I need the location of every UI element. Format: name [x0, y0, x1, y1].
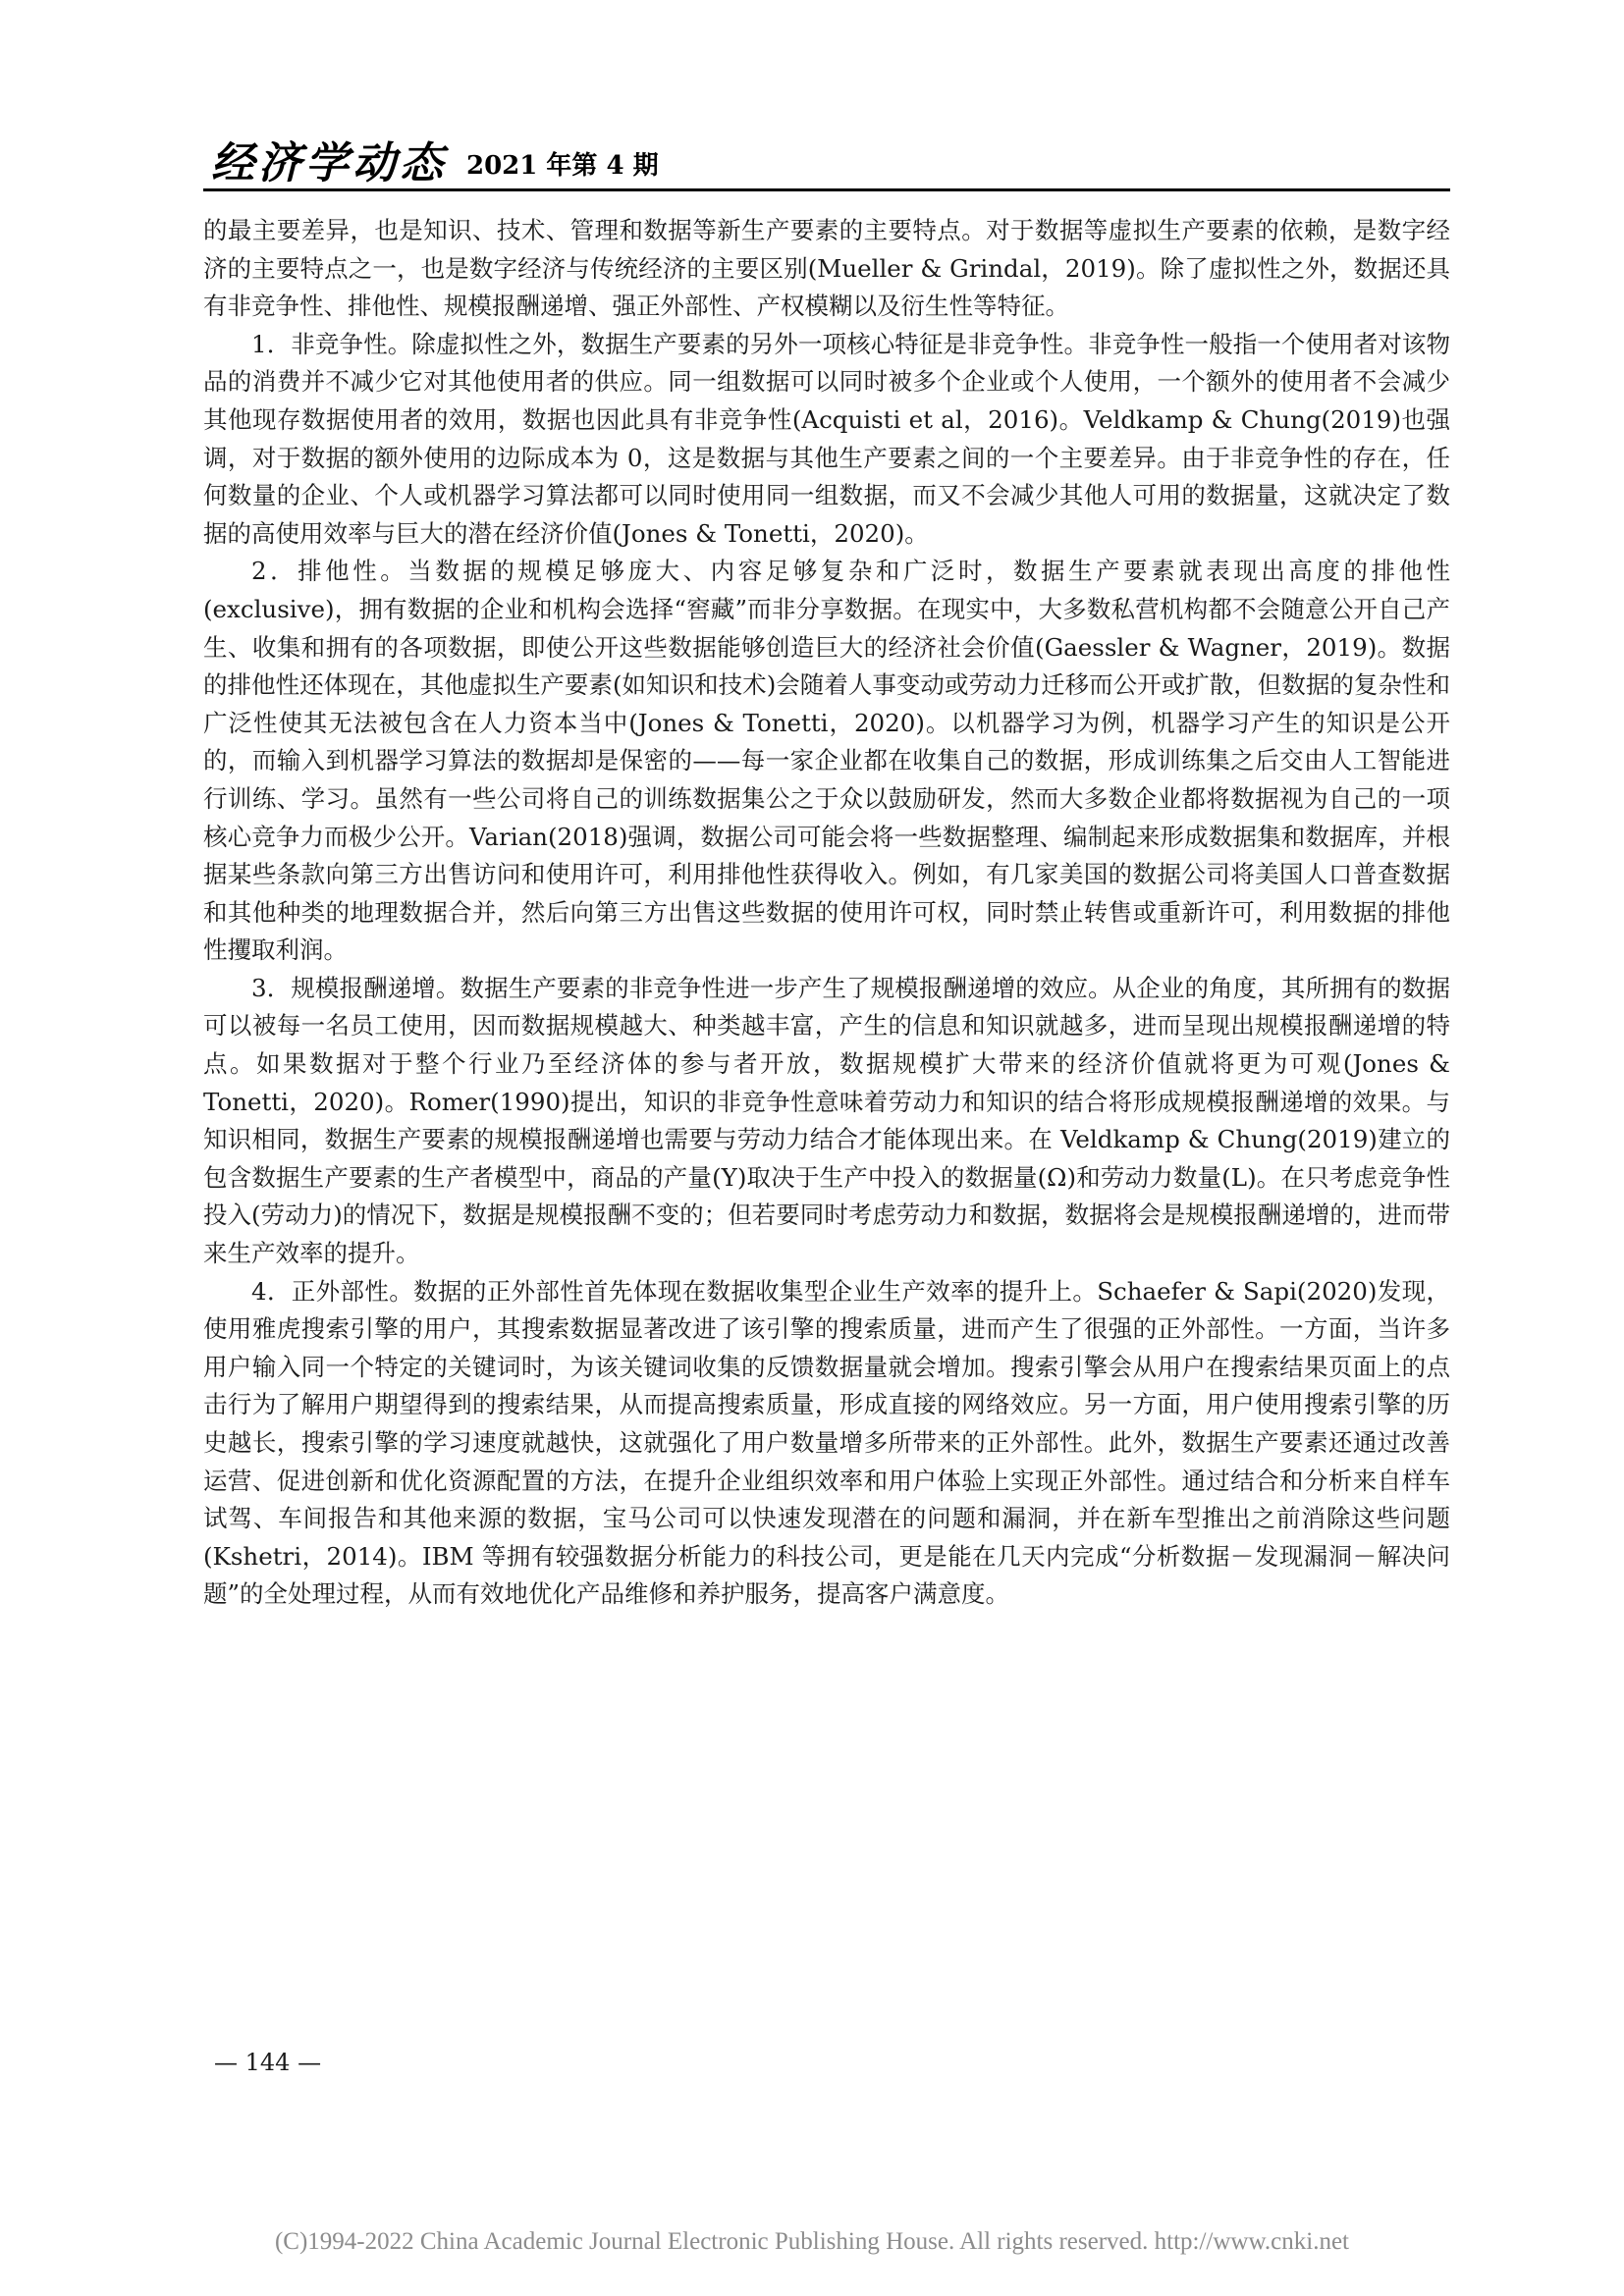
- page-number: — 144 —: [214, 2049, 322, 2076]
- paragraph-lead: 4．正外部性。: [251, 1276, 414, 1306]
- issue-label: 2021 年第 4 期: [466, 151, 659, 181]
- running-header: [203, 139, 1450, 191]
- paragraph-text: 的最主要差异，也是知识、技术、管理和数据等新生产要素的主要特点。对于数据等虚拟生产要素的依赖，是数字经济的主要特点之一，也是数字经济与传统经济的主要区别(Mueller & Grindal，2019)。除了虚拟性之外，数据还具有非竞争性、排他性、规模报酬递增、强正外部性、产权模糊以及衍生性等特征。: [203, 216, 1450, 321]
- copyright-footer: (C)1994-2022 China Academic Journal Electronic Publishing House. All rights reserved. http://www.cnki.net: [274, 2228, 1350, 2255]
- paragraph-lead: 1．非竞争性。: [251, 329, 412, 358]
- paragraph-text: 数据生产要素的非竞争性进一步产生了规模报酬递增的效应。从企业的角度，其所拥有的数据可以被每一名员工使用，因而数据规模越大、种类越丰富，产生的信息和知识就越多，进而呈现出规模报酬递增的特点。如果数据对于整个行业乃至经济体的参与者开放，数据规模扩大带来的经济价值就将更为可观(Jones & Tonetti，2020)。Romer(1990)提出，知识的非竞争性意味着劳动力和知识的结合将形成规模报酬递增的效果。与知识相同，数据生产要素的规模报酬递增也需要与劳动力结合才能体现出来。在 Veldkamp & Chung(2019)建立的包含数据生产要素的生产者模型中，商品的产量(Y)取决于生产中投入的数据量(Ω)和劳动力数量(L)。在只考虑竞争性投入(劳动力)的情况下，数据是规模报酬不变的；但若要同时考虑劳动力和数据，数据将会是规模报酬递增的，进而带来生产效率的提升。: [203, 973, 1451, 1268]
- paragraph-lead: 3．规模报酬递增。: [251, 973, 460, 1002]
- paragraph-continuation: [203, 212, 1450, 326]
- paragraph-text: 除虚拟性之外，数据生产要素的另外一项核心特征是非竞争性。非竞争性一般指一个使用者对该物品的消费并不减少它对其他使用者的供应。同一组数据可以同时被多个企业或个人使用，一个额外的使用者不会减少其他现存数据使用者的效用，数据也因此具有非竞争性(Acquisti et al，2016)。Veldkamp & Chung(2019)也强调，对于数据的额外使用的边际成本为 0，这是数据与其他生产要素之间的一个主要差异。由于非竞争性的存在，任何数量的企业、个人或机器学习算法都可以同时使用同一组数据，而又不会减少其他人可用的数据量，这就决定了数据的高使用效率与巨大的潜在经济价值(Jones & Tonetti，2020)。: [203, 329, 1450, 548]
- paragraph-non-rivalry: [203, 326, 1450, 554]
- paragraph-lead: 2．排他性。: [251, 557, 408, 586]
- paragraph-text: 数据的正外部性首先体现在数据收集型企业生产效率的提升上。Schaefer & Sapi(2020)发现，使用雅虎搜索引擎的用户，其搜索数据显著改进了该引擎的搜索质量，进而产生了很强的正外部性。一方面，当许多用户输入同一个特定的关键词时，为该关键词收集的反馈数据量就会增加。搜索引擎会从用户在搜索结果页面上的点击行为了解用户期望得到的搜索结果，从而提高搜索质量，形成直接的网络效应。另一方面，用户使用搜索引擎的历史越长，搜索引擎的学习速度就越快，这就强化了用户数量增多所带来的正外部性。此外，数据生产要素还通过改善运营、促进创新和优化资源配置的方法，在提升企业组织效率和用户体验上实现正外部性。通过结合和分析来自样车试驾、车间报告和其他来源的数据，宝马公司可以快速发现潜在的问题和漏洞，并在新车型推出之前消除这些问题(Kshetri，2014)。IBM 等拥有较强数据分析能力的科技公司，更是能在几天内完成“分析数据－发现漏洞－解决问题”的全处理过程，从而有效地优化产品维修和养护服务，提高客户满意度。: [203, 1276, 1450, 1609]
- paragraph-increasing-returns: [203, 970, 1450, 1273]
- journal-name: 经济学动态: [211, 138, 447, 188]
- paragraph-externality: [203, 1273, 1450, 1614]
- paragraph-text: 当数据的规模足够庞大、内容足够复杂和广泛时，数据生产要素就表现出高度的排他性(exclusive)，拥有数据的企业和机构会选择“窖藏”而非分享数据。在现实中，大多数私营机构都不会随意公开自己产生、收集和拥有的各项数据，即使公开这些数据能够创造巨大的经济社会价值(Gaessler & Wagner，2019)。数据的排他性还体现在，其他虚拟生产要素(如知识和技术)会随着人事变动或劳动力迁移而公开或扩散，但数据的复杂性和广泛性使其无法被包含在人力资本当中(Jones & Tonetti，2020)。以机器学习为例，机器学习产生的知识是公开的，而输入到机器学习算法的数据却是保密的——每一家企业都在收集自己的数据，形成训练集之后交由人工智能进行训练、学习。虽然有一些公司将自己的训练数据集公之于众以鼓励研发，然而大多数企业都将数据视为自己的一项核心竞争力而极少公开。Varian(2018)强调，数据公司可能会将一些数据整理、编制起来形成数据集和数据库，并根据某些条款向第三方出售访问和使用许可，利用排他性获得收入。例如，有几家美国的数据公司将美国人口普查数据和其他种类的地理数据合并，然后向第三方出售这些数据的使用许可权，同时禁止转售或重新许可，利用数据的排他性攫取利润。: [203, 557, 1451, 965]
- article-body: [203, 212, 1450, 1614]
- paragraph-exclusivity: [203, 553, 1450, 970]
